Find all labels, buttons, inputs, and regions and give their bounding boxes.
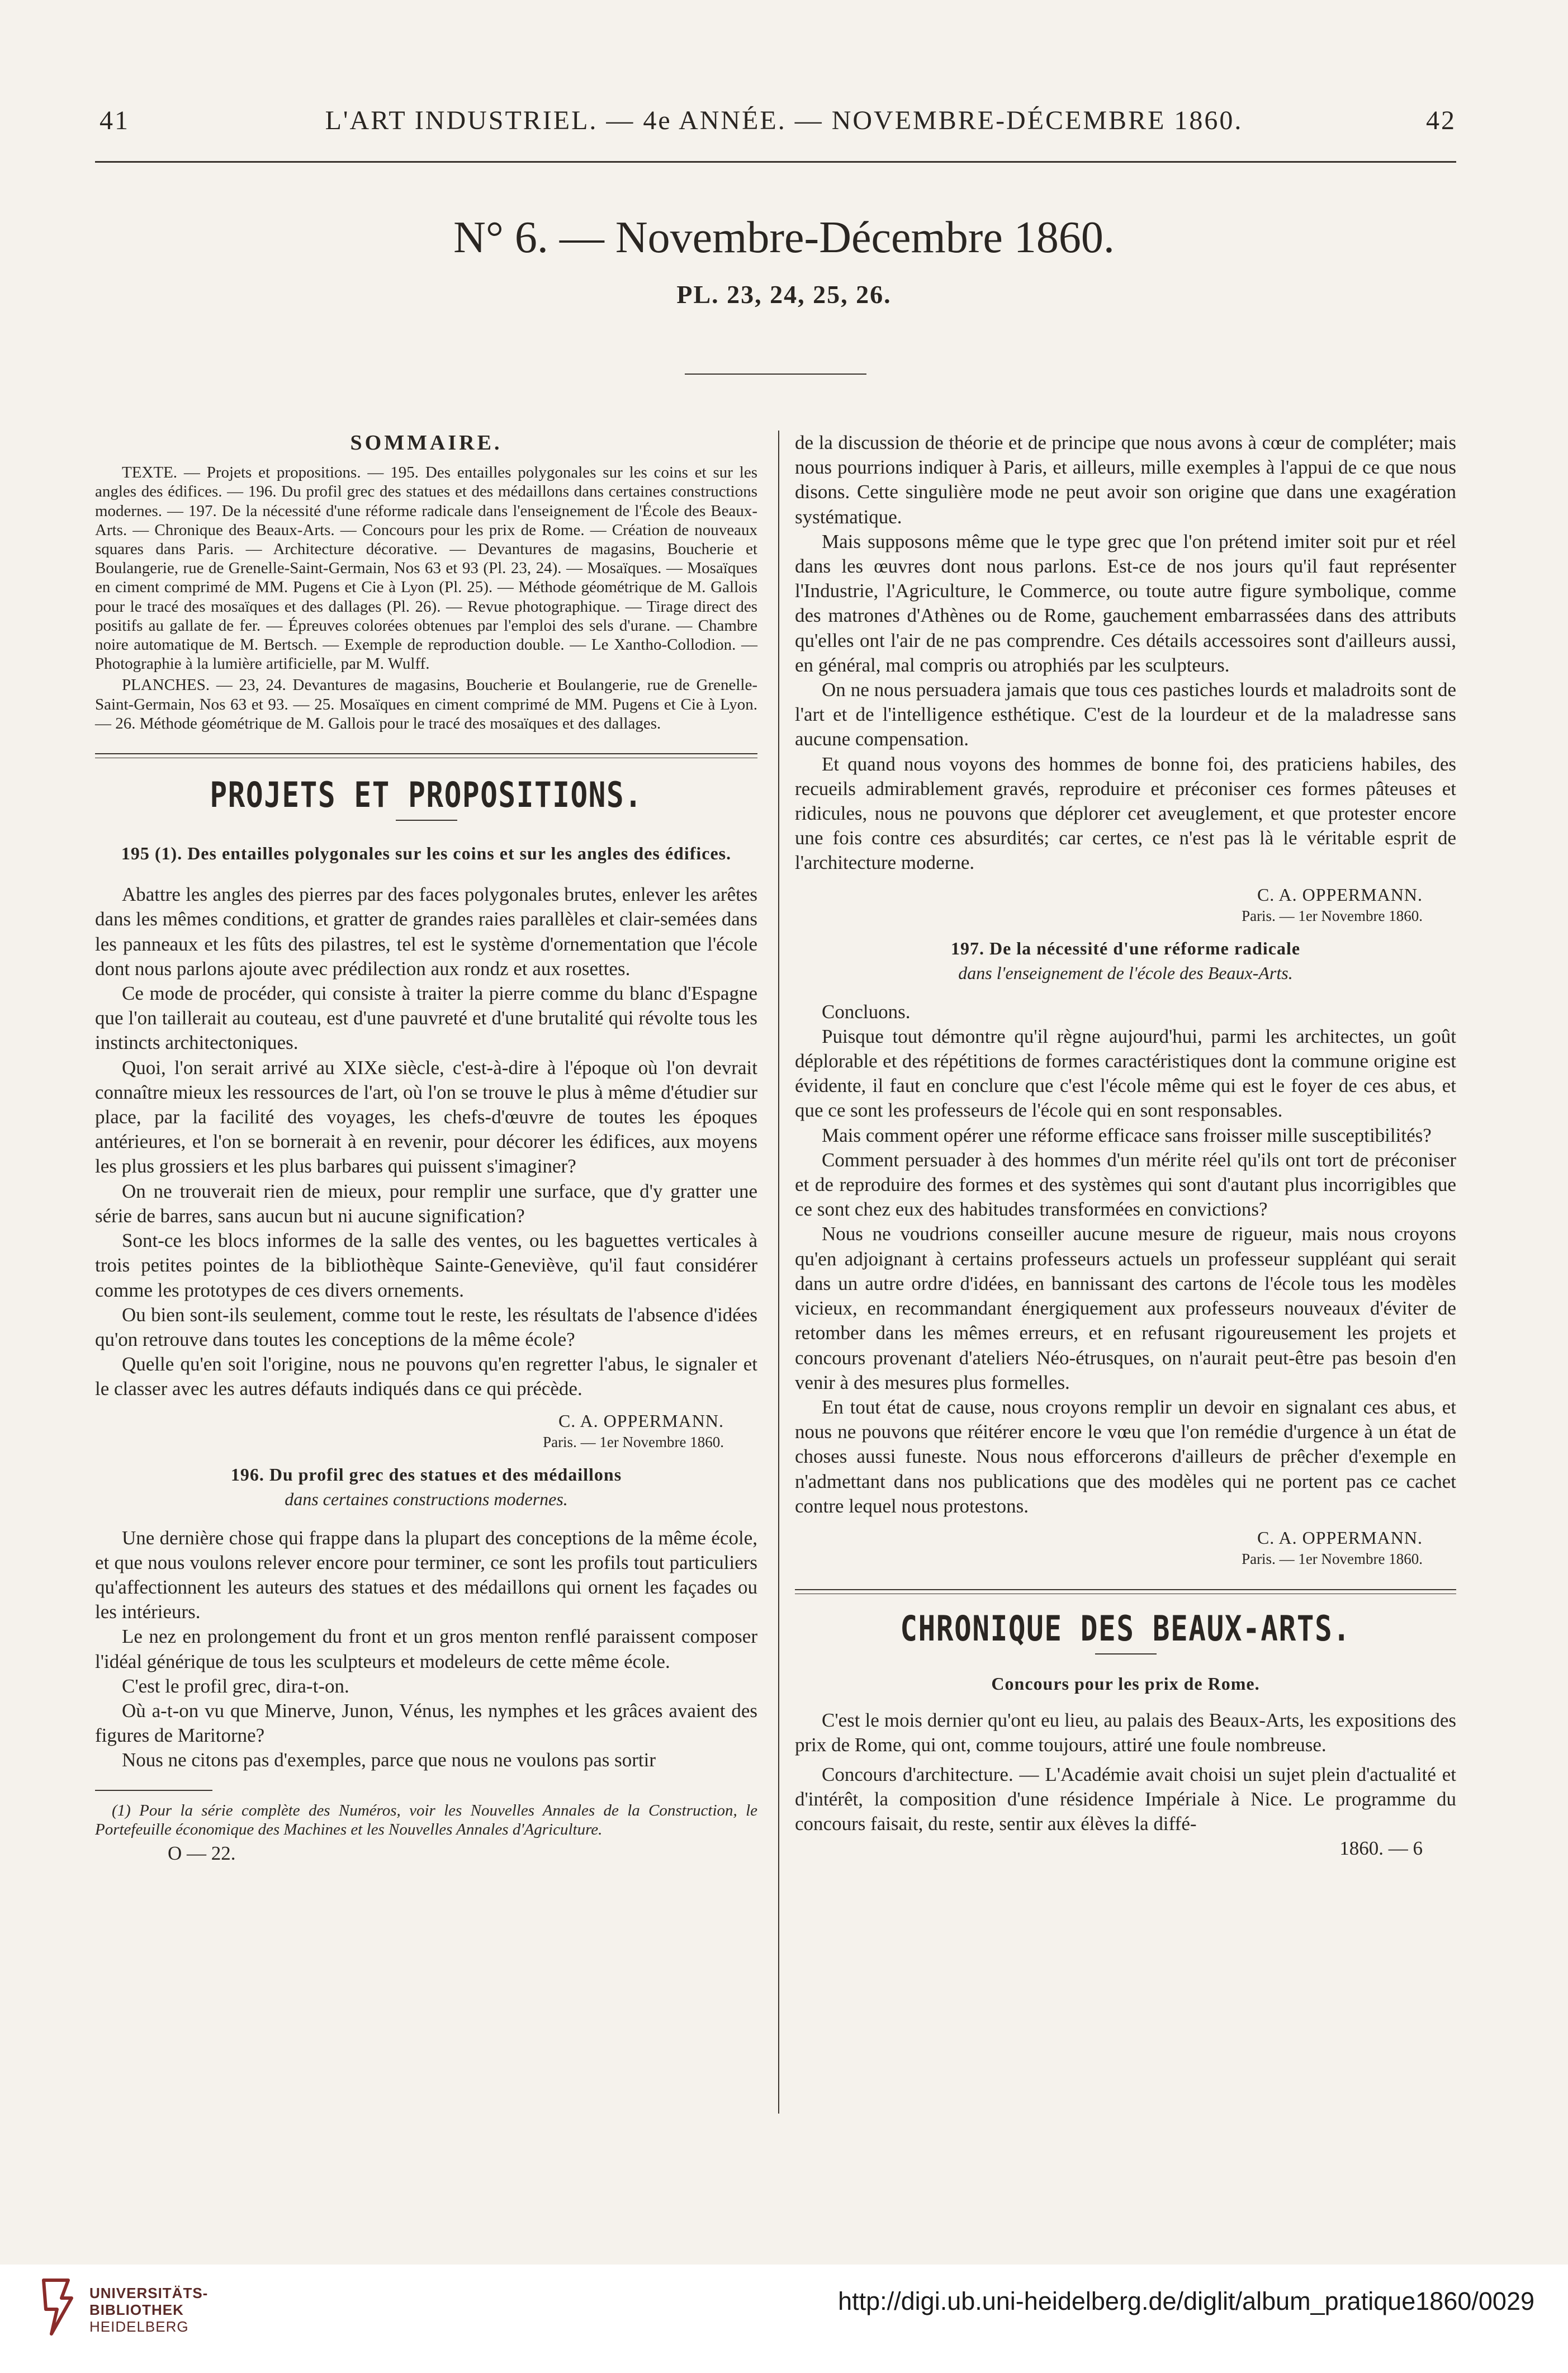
double-rule bbox=[95, 753, 757, 758]
footnote: (1) Pour la série complète des Numéros, voir les Nouvelles Annales de la Construction, le Portefeuille économique des Machines et les Nouvelles Annales d'Agriculture. bbox=[95, 1801, 757, 1838]
double-rule bbox=[795, 1589, 1456, 1594]
paragraph: Nous ne voudrions conseiller aucune mesure de rigueur, mais nous croyons qu'en adjoignant à certains professeurs actuels un professeur suppléant qui serait dans un autre ordre d'idées, en bannissant des cartons de l'école tous les modèles vicieux, en recommandant énergiquement aux professeurs nouveaux d'éviter de retomber dans les mêmes erreurs, et en refusant rigoureusement les projets et concours provenant d'ateliers Néo-étrusques, on n'aurait peut-être pas besoin d'en venir à des mesures plus formelles. bbox=[795, 1223, 1456, 1393]
paragraph: On ne trouverait rien de mieux, pour remplir une surface, que d'y gratter une série de barres, sans aucun but ni aucune signification? bbox=[95, 1180, 757, 1227]
library-name-line: HEIDELBERG bbox=[89, 2318, 189, 2335]
issue-title: N° 6. — Novembre-Décembre 1860. bbox=[453, 213, 1115, 262]
paragraph: Où a-t-on vu que Minerve, Junon, Vénus, les nymphes et les grâces avaient des figures de Maritorne? bbox=[95, 1699, 757, 1747]
short-rule bbox=[396, 820, 457, 821]
section-heading-projets: PROJETS ET PROPOSITIONS. bbox=[210, 774, 643, 816]
title-rule bbox=[685, 374, 866, 375]
article-196-subtitle: dans certaines constructions modernes. bbox=[285, 1488, 568, 1509]
running-header: L'ART INDUSTRIEL. — 4e ANNÉE. — NOVEMBRE-DÉCEMBRE 1860. bbox=[325, 106, 1243, 135]
paragraph: Abattre les angles des pierres par des faces polygonales brutes, enlever les arêtes dans les mêmes conditions, et gratter de grandes raies parallèles et clair-semées dans les panneaux et les fûts des pilastres, tel est le système d'ornementation que l'école dont nous parlons ajoute avec prédilection aux rondz et aux rosettes. bbox=[95, 883, 757, 980]
sommaire-planches: PLANCHES. — 23, 24. Devantures de magasins, Boucherie et Boulangerie, rue de Grenelle-Saint-Germain, Nos 63 et 93. — 25. Mosaïques en ciment comprimé de MM. Pugens et Cie à Lyon. — 26. Méthode géométrique de M. Gallois pour le tracé des mosaïques et des dallages. bbox=[95, 676, 757, 732]
signature: C. A. OPPERMANN. bbox=[558, 1410, 724, 1431]
paragraph: Ce mode de procéder, qui consiste à traiter la pierre comme du blanc d'Espagne que l'on taillerait au couteau, est d'une pauvreté et d'une brutalité qui révolte tous les instincts architectoniques. bbox=[95, 982, 757, 1054]
library-logo-icon bbox=[39, 2276, 79, 2337]
paragraph: Concluons. bbox=[822, 1000, 911, 1023]
article-197-title: 197. De la nécessité d'une réforme radicale bbox=[950, 938, 1301, 958]
paragraph: On ne nous persuadera jamais que tous ces pastiches lourds et maladroits sont de l'art et de l'intelligence esthétique. C'est de la lourdeur et de la maladresse sans aucune compensation. bbox=[795, 679, 1456, 750]
paragraph: Concours d'architecture. — L'Académie avait choisi un sujet plein d'actualité et d'intérêt, la composition d'une résidence Impériale à Nice. Le programme du concours faisait, du reste, sentir aux élèves la diffé- bbox=[795, 1763, 1456, 1835]
paragraph: Puisque tout démontre qu'il règne aujourd'hui, parmi les architectes, un goût déplorable et des répétitions de formes caractéristiques dont la commune origine est évidente, il faut en conclure que c'est l'école même qui est le foyer de ces abus, et que ce sont les professeurs de l'école qui en sont responsables. bbox=[795, 1025, 1456, 1122]
paragraph: Mais comment opérer une réforme efficace sans froisser mille susceptibilités? bbox=[822, 1124, 1432, 1146]
paragraph: C'est le profil grec, dira-t-on. bbox=[122, 1675, 349, 1697]
short-rule bbox=[1095, 1653, 1157, 1655]
dateline: Paris. — 1er Novembre 1860. bbox=[1242, 1550, 1423, 1567]
sommaire-texte: TEXTE. — Projets et propositions. — 195. Des entailles polygonales sur les coins et sur les angles des édifices. — 196. Du profil grec des statues et des médaillons dans certaines constructions modernes. — 197. De la nécessité d'une réforme radicale dans l'enseignement de l'École des Beaux-Arts. — Chronique des Beaux-Arts. — Concours pour les prix de Rome. — Création de nouveaux squares dans Paris. — Architecture décorative. — Devantures de magasins, Boucherie et Boulangerie, rue de Grenelle-Saint-Germain, Nos 63 et 93 (Pl. 23, 24). — Mosaïques. — Mosaïques en ciment comprimé de MM. Pugens et Cie à Lyon (Pl. 25). — Méthode géométrique de M. Gallois pour le tracé des mosaïques et des dallages (Pl. 26). — Revue photographique. — Tirage direct des positifs au gallate de fer. — Épreuves colorées obtenues par l'emploi des sels d'urane. — Chambre noire automatique de M. Bertsch. — Exemple de reproduction double. — Le Xantho-Collodion. — Photographie à la lumière artificielle, par M. Wulff. bbox=[95, 464, 757, 673]
dateline: Paris. — 1er Novembre 1860. bbox=[1242, 907, 1423, 924]
sommaire-heading: SOMMAIRE. bbox=[350, 431, 503, 455]
article-196-title: 196. Du profil grec des statues et des médaillons bbox=[230, 1464, 622, 1485]
dateline: Paris. — 1er Novembre 1860. bbox=[543, 1433, 724, 1450]
right-column bbox=[795, 431, 1456, 1861]
signature-mark: 1860. — 6 bbox=[1339, 1837, 1423, 1860]
paragraph: Sont-ce les blocs informes de la salle des ventes, ou les baguettes verticales à trois petites pointes de la bibliothèque Sainte-Geneviève, qu'il faut considérer comme les prototypes de ces divers ornements. bbox=[95, 1230, 757, 1301]
article-197-subtitle: dans l'enseignement de l'école des Beaux-Arts. bbox=[958, 962, 1293, 983]
plates-line: PL. 23, 24, 25, 26. bbox=[676, 280, 892, 309]
paragraph: Le nez en prolongement du front et un gros menton renflé paraissent composer l'idéal générique de tous les sculpteurs et modeleurs de cette même école. bbox=[95, 1625, 757, 1672]
signature: C. A. OPPERMANN. bbox=[1257, 1527, 1423, 1548]
left-column bbox=[95, 431, 757, 1866]
paragraph: En tout état de cause, nous croyons remplir un devoir en signalant ces abus, et nous ne pouvons que réitérer encore le vœu que l'on remédie d'urgence à un état de choses aussi funeste. Nous nous efforcerons d'ailleurs de prêcher d'exemple en n'admettant dans nos publications que des modèles qui ne portent pas ce cachet contre lequel nous protestons. bbox=[795, 1396, 1456, 1517]
footnote-rule bbox=[95, 1790, 212, 1791]
signature: C. A. OPPERMANN. bbox=[1257, 884, 1423, 905]
paragraph: Et quand nous voyons des hommes de bonne foi, des praticiens habiles, des recueils admirablement gravés, reproduire et préconiser ces formes pâteuses et ridicules, nous ne pouvons que déplorer cet aveuglement, et que protester encore une fois contre ces absurdités; car certes, ce n'est pas là le véritable esprit de l'architecture moderne. bbox=[795, 753, 1456, 874]
paragraph: Quoi, l'on serait arrivé au XIXe siècle, c'est-à-dire à l'époque où l'on devrait connaître mieux les ressources de l'art, où l'on se trouve le plus à même d'étudier sur place, par la facilité des voyages, les chefs-d'œuvre de toutes les époques antérieures, et l'on se bornerait à en revenir, pour décorer les édifices, aux moyens les plus grossiers et les plus barbares qui puissent s'imaginer? bbox=[95, 1056, 757, 1178]
permalink-url[interactable]: http://digi.ub.uni-heidelberg.de/diglit/album_pratique1860/0029 bbox=[838, 2287, 1534, 2315]
library-name bbox=[89, 2285, 208, 2335]
paragraph: Une dernière chose qui frappe dans la plupart des conceptions de la même école, et que nous voulons relever encore pour terminer, ce sont les profils tout particuliers qu'affectionnent les auteurs des statues et des médaillons qui ornent les façades ou les intérieurs. bbox=[95, 1526, 757, 1623]
paragraph: Quelle qu'en soit l'origine, nous ne pouvons qu'en regretter l'abus, le signaler et le classer avec les autres défauts indiqués dans ce qui précède. bbox=[95, 1353, 757, 1400]
paragraph: Comment persuader à des hommes d'un mérite réel qu'ils ont tort de préconiser et de reproduire des formes et des systèmes qui sont d'autant plus incorrigibles que ce sont chez eux des habitudes transformées en convictions? bbox=[795, 1148, 1456, 1221]
library-name-line: BIBLIOTHEK bbox=[89, 2301, 184, 2318]
article-195-title: 195 (1). Des entailles polygonales sur les coins et sur les angles des édifices. bbox=[121, 843, 732, 864]
paragraph: C'est le mois dernier qu'ont eu lieu, au palais des Beaux-Arts, les expositions des prix de Rome, qui ont, comme toujours, attiré une foule nombreuse. bbox=[795, 1709, 1456, 1756]
column-divider bbox=[778, 431, 779, 2114]
right-page-number: 42 bbox=[1426, 106, 1456, 135]
paragraph: de la discussion de théorie et de principe que nous avons à cœur de compléter; mais nous pourrions indiquer à Paris, et ailleurs, mille exemples à l'appui de ce que nous disons. Cette singulière mode ne peut avoir son origine que dans une exagération systématique. bbox=[795, 432, 1456, 528]
left-page-number: 41 bbox=[100, 106, 130, 135]
paragraph: Nous ne citons pas d'exemples, parce que nous ne voulons pas sortir bbox=[122, 1749, 656, 1771]
footer-bar bbox=[0, 2265, 1568, 2373]
library-name-line: UNIVERSITÄTS- bbox=[89, 2285, 209, 2301]
paragraph: Mais supposons même que le type grec que l'on prétend imiter soit pur et réel dans les œuvres dont nous parlons. Est-ce de nos jours qu'il faut représenter l'Industrie, l'Agriculture, le Commerce, ou toute autre figure symbolique, comme des matrones d'Athènes ou de Rome, gauchement embarrassées dans des attributs qu'elles ont l'air de ne pas comprendre. Ces détails accessoires sont d'ailleurs aussi, en général, mal compris ou atrophiés par les sculpteurs. bbox=[795, 530, 1456, 676]
header-rule bbox=[95, 161, 1456, 163]
paragraph: Ou bien sont-ils seulement, comme tout le reste, les résultats de l'absence d'idées qu'on retrouve dans toutes les conceptions de la même école? bbox=[95, 1303, 757, 1350]
section-heading-chronique: CHRONIQUE DES BEAUX-ARTS. bbox=[900, 1608, 1351, 1649]
chronique-title: Concours pour les prix de Rome. bbox=[991, 1674, 1260, 1694]
signature-mark: O — 22. bbox=[168, 1842, 236, 1864]
